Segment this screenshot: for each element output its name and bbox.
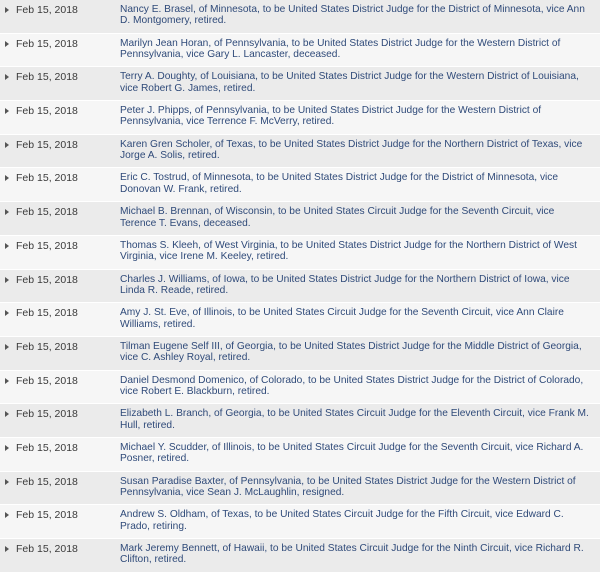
nomination-row (0, 438, 600, 472)
nomination-row (0, 505, 600, 539)
nomination-row (0, 168, 600, 202)
nomination-date: Feb 15, 2018 (16, 475, 78, 488)
expand-toggle[interactable] (0, 438, 110, 454)
caret-right-icon (5, 74, 9, 80)
nomination-description: Elizabeth L. Branch, of Georgia, to be United States Circuit Judge for the Eleventh Circuit, vice Frank M. Hull, retired. (120, 408, 589, 431)
caret-right-icon (5, 108, 9, 114)
expand-toggle[interactable] (0, 34, 110, 50)
expand-toggle[interactable] (0, 101, 110, 117)
caret-right-icon (5, 41, 9, 47)
nomination-date: Feb 15, 2018 (16, 4, 78, 16)
nomination-description: Amy J. St. Eve, of Illinois, to be United States Circuit Judge for the Seventh Circuit, vice Ann Claire Williams, retired. (120, 307, 564, 330)
nomination-date: Feb 15, 2018 (16, 441, 78, 454)
nomination-row (0, 404, 600, 438)
nomination-description: Mark Jeremy Bennett, of Hawaii, to be United States Circuit Judge for the Ninth Circuit, vice Richard R. Clifton, retired. (120, 543, 584, 566)
expand-toggle[interactable] (0, 67, 110, 83)
caret-right-icon (5, 142, 9, 148)
nomination-description: Marilyn Jean Horan, of Pennsylvania, to be United States District Judge for the Western District of Pennsylvania, vice Gary L. Lancaster, deceased. (120, 37, 561, 61)
expand-toggle[interactable] (0, 0, 110, 16)
nomination-description: Thomas S. Kleeh, of West Virginia, to be United States District Judge for the Northern District of West Virginia, vice Irene M. Keeley, retired. (120, 239, 577, 263)
nomination-description: Michael Y. Scudder, of Illinois, to be United States Circuit Judge for the Seventh Circuit, vice Richard A. Posner, retired. (120, 441, 584, 465)
caret-right-icon (5, 445, 9, 451)
caret-right-icon (5, 512, 9, 518)
nomination-date: Feb 15, 2018 (16, 374, 78, 387)
expand-toggle[interactable] (0, 337, 110, 353)
nomination-date: Feb 15, 2018 (16, 172, 78, 185)
nomination-date: Feb 15, 2018 (16, 37, 78, 50)
nomination-row (0, 371, 600, 405)
caret-right-icon (5, 7, 9, 13)
nomination-row (0, 337, 600, 371)
caret-right-icon (5, 479, 9, 485)
caret-right-icon (5, 411, 9, 417)
nomination-description: Terry A. Doughty, of Louisiana, to be United States District Judge for the Western District of Louisiana, vice Robert G. James, retired. (120, 71, 579, 94)
nomination-row (0, 202, 600, 236)
caret-right-icon (5, 175, 9, 181)
nomination-row (0, 101, 600, 135)
nomination-description: Michael B. Brennan, of Wisconsin, to be United States Circuit Judge for the Seventh Circuit, vice Terence T. Evans, deceased. (120, 206, 555, 229)
nomination-row (0, 303, 600, 337)
nomination-date: Feb 15, 2018 (16, 239, 78, 252)
expand-toggle[interactable] (0, 539, 110, 555)
nomination-row (0, 236, 600, 270)
caret-right-icon (5, 310, 9, 316)
nomination-date: Feb 15, 2018 (16, 138, 78, 151)
nomination-date: Feb 15, 2018 (16, 206, 78, 219)
nomination-description: Daniel Desmond Domenico, of Colorado, to be United States District Judge for the District of Colorado, vice Robert E. Blackburn, retired. (120, 374, 584, 397)
expand-toggle[interactable] (0, 404, 110, 420)
nomination-row (0, 270, 600, 304)
nomination-row (0, 539, 600, 573)
expand-toggle[interactable] (0, 236, 110, 252)
expand-toggle[interactable] (0, 472, 110, 488)
nomination-description: Tilman Eugene Self III, of Georgia, to be United States District Judge for the Middle District of Georgia, vice C. Ashley Royal, retired. (120, 340, 582, 364)
expand-toggle[interactable] (0, 270, 110, 286)
nomination-date: Feb 15, 2018 (16, 105, 78, 118)
caret-right-icon (5, 209, 9, 215)
nomination-description: Charles J. Williams, of Iowa, to be United States District Judge for the Northern District of Iowa, vice Linda R. Reade, retired. (120, 273, 570, 296)
nomination-date: Feb 15, 2018 (16, 543, 78, 555)
nomination-description: Andrew S. Oldham, of Texas, to be United States Circuit Judge for the Fifth Circuit, vice Edward C. Prado, retiring. (120, 509, 564, 532)
expand-toggle[interactable] (0, 303, 110, 319)
expand-toggle[interactable] (0, 135, 110, 151)
nomination-date: Feb 15, 2018 (16, 307, 78, 320)
caret-right-icon (5, 243, 9, 249)
caret-right-icon (5, 546, 9, 552)
expand-toggle[interactable] (0, 202, 110, 218)
expand-toggle[interactable] (0, 168, 110, 184)
nomination-date: Feb 15, 2018 (16, 273, 78, 286)
nomination-row (0, 135, 600, 169)
expand-toggle[interactable] (0, 371, 110, 387)
nomination-date: Feb 15, 2018 (16, 71, 78, 84)
nomination-row (0, 472, 600, 506)
caret-right-icon (5, 378, 9, 384)
caret-right-icon (5, 277, 9, 283)
nomination-description: Karen Gren Scholer, of Texas, to be United States District Judge for the Northern District of Texas, vice Jorge A. Solis, retired. (120, 138, 583, 162)
nomination-description: Eric C. Tostrud, of Minnesota, to be United States District Judge for the District of Minnesota, vice Donovan W. Frank, retired. (120, 172, 559, 195)
expand-toggle[interactable] (0, 505, 110, 521)
nomination-row (0, 34, 600, 68)
nomination-description: Susan Paradise Baxter, of Pennsylvania, to be United States District Judge for the Western District of Pennsylvania, vice Sean J. McLaughlin, resigned. (120, 475, 576, 499)
nomination-date: Feb 15, 2018 (16, 340, 78, 353)
caret-right-icon (5, 344, 9, 350)
nomination-description: Peter J. Phipps, of Pennsylvania, to be United States District Judge for the Western District of Pennsylvania, vice Terrence F. McVerry, retired. (120, 105, 542, 128)
nomination-date: Feb 15, 2018 (16, 509, 78, 522)
nomination-date: Feb 15, 2018 (16, 408, 78, 421)
nomination-row (0, 67, 600, 101)
nomination-row (0, 0, 600, 34)
nomination-description: Nancy E. Brasel, of Minnesota, to be United States District Judge for the District of Minnesota, vice Ann D. Montgomery, retired. (120, 4, 585, 27)
